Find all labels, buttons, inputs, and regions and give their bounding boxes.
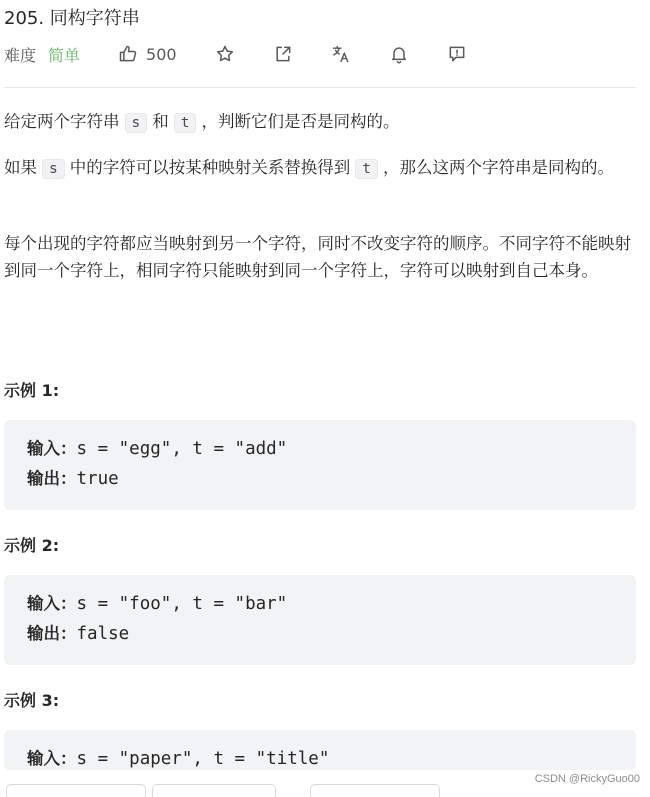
input-value: s = "foo", t = "bar"	[76, 594, 288, 614]
input-value: s = "paper", t = "title"	[76, 749, 330, 769]
like-count: 500	[146, 44, 177, 64]
bottom-tab-3[interactable]	[310, 784, 440, 797]
output-value: true	[76, 469, 119, 489]
example-2-title: 示例 2:	[4, 536, 60, 555]
input-label: 输入：	[27, 749, 77, 768]
inline-code-s: s	[42, 159, 65, 179]
desc-text: 和	[152, 112, 169, 131]
desc-text: 中的字符可以按某种映射关系替换得到	[69, 158, 351, 177]
translate-icon	[331, 44, 351, 64]
example-2-block	[4, 575, 636, 665]
feedback-icon	[447, 44, 467, 64]
difficulty-label: 难度	[4, 45, 37, 65]
share-icon	[273, 44, 293, 64]
bottom-tab-1[interactable]	[6, 784, 146, 797]
output-label: 输出：	[27, 624, 77, 643]
inline-code-s: s	[125, 113, 148, 133]
description-paragraph-1	[4, 108, 640, 137]
desc-text: 给定两个字符串	[4, 112, 120, 131]
input-label: 输入：	[27, 594, 77, 613]
problem-meta-bar	[4, 42, 467, 66]
star-icon	[215, 44, 235, 64]
example-3-block	[4, 730, 636, 770]
subscribe-button[interactable]	[389, 44, 409, 64]
thumbs-up-icon	[118, 44, 138, 64]
watermark: CSDN @RickyGuo00	[534, 773, 640, 785]
input-value: s = "egg", t = "add"	[76, 439, 288, 459]
difficulty-badge: 简单	[48, 45, 81, 65]
share-button[interactable]	[273, 44, 293, 64]
feedback-button[interactable]	[447, 44, 467, 64]
like-button[interactable]	[118, 44, 177, 64]
description-paragraph-2	[4, 154, 640, 183]
example-1-output	[27, 464, 636, 494]
example-2-input	[27, 589, 636, 619]
output-value: false	[76, 624, 130, 644]
example-1-input	[27, 434, 636, 464]
desc-text: ，那么这两个字符串是同构的。	[382, 158, 614, 177]
favorite-button[interactable]	[215, 44, 235, 64]
inline-code-t: t	[174, 113, 197, 133]
inline-code-t: t	[355, 159, 378, 179]
bell-icon	[389, 44, 409, 64]
input-label: 输入：	[27, 439, 77, 458]
translate-button[interactable]	[331, 44, 351, 64]
example-2-output	[27, 619, 636, 649]
example-1-title: 示例 1:	[4, 381, 60, 400]
example-1-block	[4, 420, 636, 510]
header-divider	[4, 87, 636, 88]
example-3-title: 示例 3:	[4, 691, 60, 710]
desc-text: 如果	[4, 158, 37, 177]
desc-text: ，判断它们是否是同构的。	[201, 112, 400, 131]
bottom-tab-2[interactable]	[152, 784, 276, 797]
problem-title: 205. 同构字符串	[4, 8, 140, 29]
description-paragraph-3: 每个出现的字符都应当映射到另一个字符，同时不改变字符的顺序。不同字符不能映射到同一个字符上，相同字符只能映射到同一个字符上，字符可以映射到自己本身。	[4, 234, 631, 280]
output-label: 输出：	[27, 469, 77, 488]
